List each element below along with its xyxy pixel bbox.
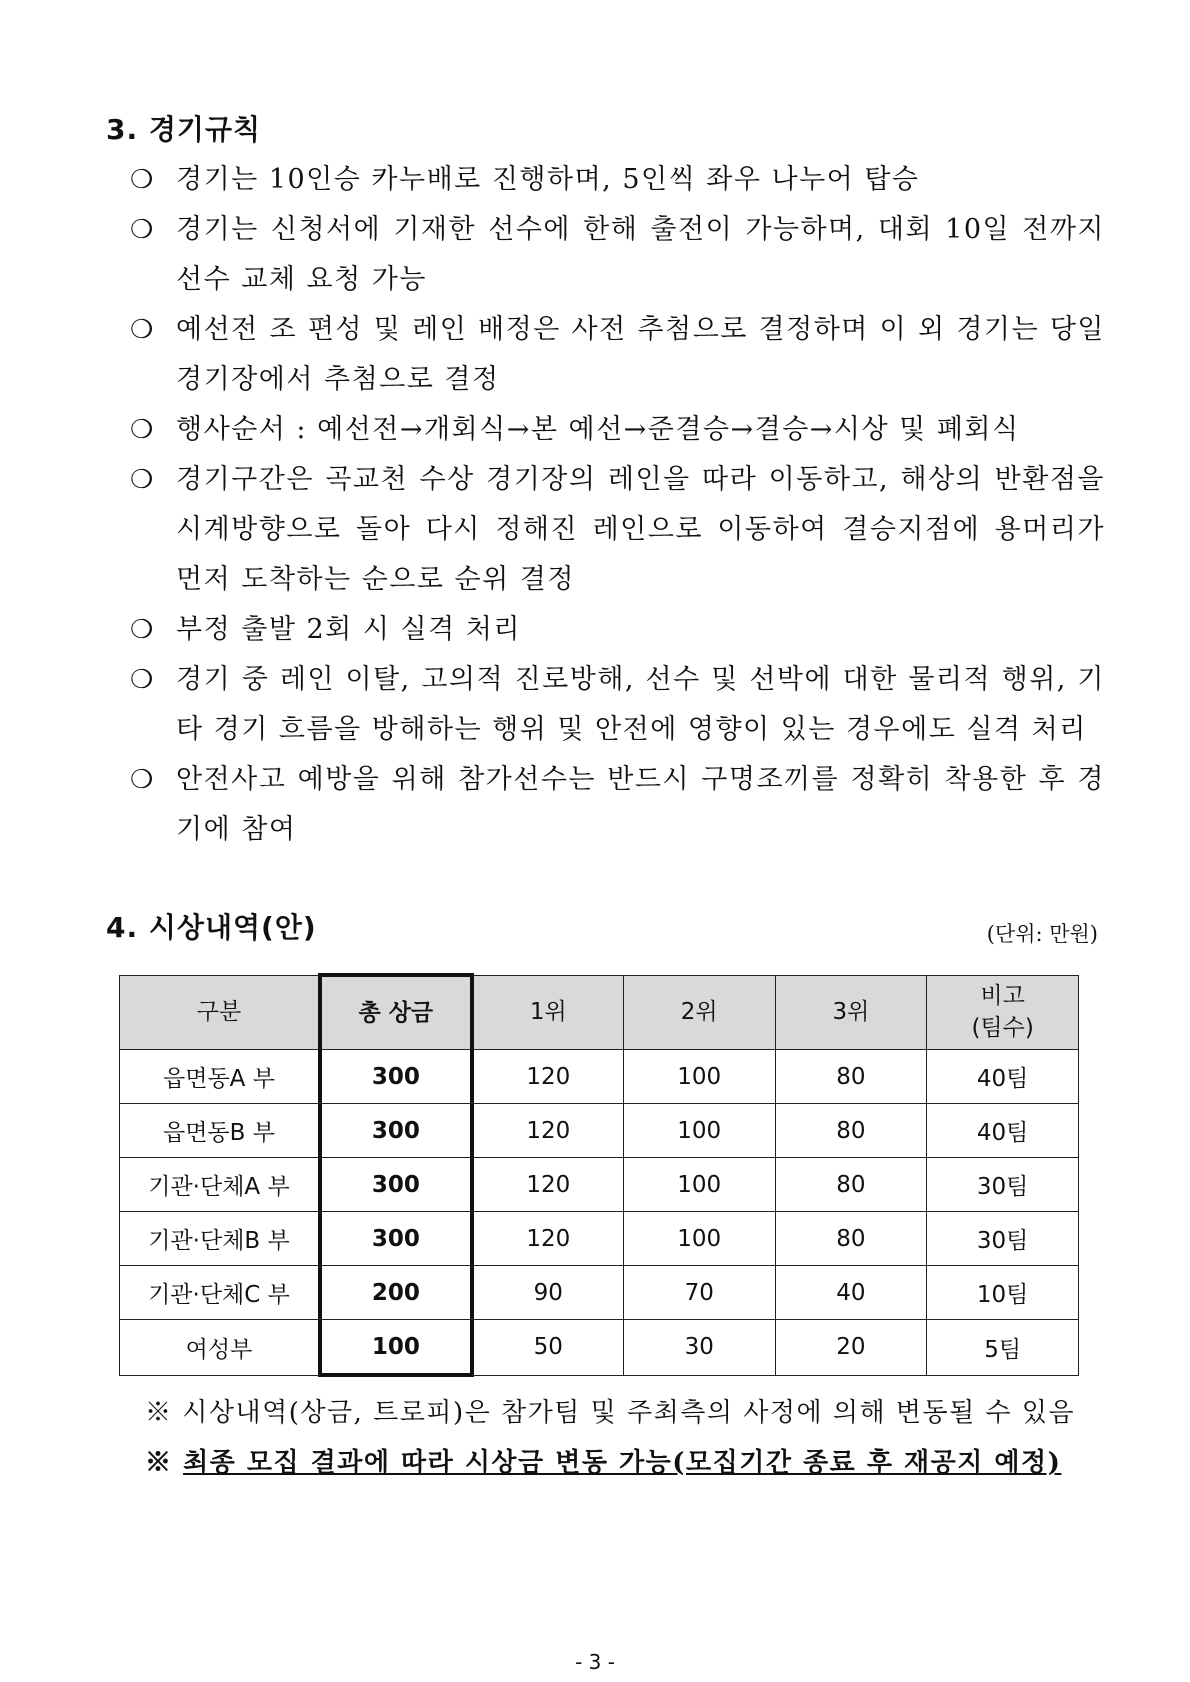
cell-category: 기관·단체C 부: [120, 1266, 320, 1320]
cell-teams: 5팀: [927, 1320, 1079, 1376]
list-item: [130, 205, 1105, 305]
header-third: 3위: [775, 975, 927, 1050]
list-item: [130, 755, 1105, 855]
cell-total: 200: [320, 1266, 472, 1320]
cell-first: 50: [472, 1320, 624, 1376]
header-first: 1위: [472, 975, 624, 1050]
cell-third: 80: [775, 1212, 927, 1266]
table-row: [120, 1050, 1079, 1104]
table-row: [120, 1320, 1079, 1376]
page-number: - 3 -: [575, 1650, 615, 1674]
reference-mark: ※: [145, 1448, 184, 1478]
list-item: [130, 605, 1105, 655]
cell-teams: 40팀: [927, 1050, 1079, 1104]
cell-total: 300: [320, 1158, 472, 1212]
cell-category: 기관·단체A 부: [120, 1158, 320, 1212]
cell-category: 읍면동B 부: [120, 1104, 320, 1158]
header-second: 2위: [623, 975, 775, 1050]
cell-third: 40: [775, 1266, 927, 1320]
cell-category: 기관·단체B 부: [120, 1212, 320, 1266]
cell-second: 100: [623, 1050, 775, 1104]
cell-first: 120: [472, 1212, 624, 1266]
bullet-circle-icon: ❍: [130, 215, 154, 245]
bullet-circle-icon: ❍: [130, 465, 154, 495]
cell-total: 300: [320, 1212, 472, 1266]
rules-list: [130, 155, 1105, 855]
table-header-row: [120, 975, 1079, 1050]
cell-teams: 40팀: [927, 1104, 1079, 1158]
cell-teams: 30팀: [927, 1158, 1079, 1212]
header-total-prize: 총 상금: [320, 975, 472, 1050]
note-recruitment-text: 최종 모집 결과에 따라 시상금 변동 가능(모집기간 종료 후 재공지 예정): [183, 1448, 1062, 1478]
cell-total: 100: [320, 1320, 472, 1376]
bullet-circle-icon: ❍: [130, 615, 154, 645]
cell-second: 100: [623, 1104, 775, 1158]
note-prize-change: ※ 시상내역(상금, 트로피)은 참가팀 및 주최측의 사정에 의해 변동될 수 있음: [145, 1398, 1076, 1428]
table-row: [120, 1266, 1079, 1320]
cell-teams: 30팀: [927, 1212, 1079, 1266]
cell-category: 읍면동A 부: [120, 1050, 320, 1104]
table-row: [120, 1212, 1079, 1266]
cell-second: 30: [623, 1320, 775, 1376]
rule-text: 경기 중 레인 이탈, 고의적 진로방해, 선수 및 선박에 대한 물리적 행위, 기타 경기 흐름을 방해하는 행위 및 안전에 영향이 있는 경우에도 실격 처리: [176, 664, 1105, 745]
bullet-circle-icon: ❍: [130, 415, 154, 445]
rule-text: 안전사고 예방을 위해 참가선수는 반드시 구명조끼를 정확히 착용한 후 경기에 참여: [176, 764, 1105, 845]
cell-first: 120: [472, 1158, 624, 1212]
rule-text: 경기구간은 곡교천 수상 경기장의 레인을 따라 이동하고, 해상의 반환점을 시계방향으로 돌아 다시 정해진 레인으로 이동하여 결승지점에 용머리가 먼저 도착하는 순으로 순위 결정: [176, 464, 1105, 595]
unit-label: (단위: 만원): [986, 922, 1098, 946]
section-3-title: 3. 경기규칙: [106, 113, 262, 146]
cell-second: 100: [623, 1158, 775, 1212]
list-item: [130, 655, 1105, 755]
list-item: [130, 455, 1105, 605]
cell-third: 80: [775, 1158, 927, 1212]
cell-category: 여성부: [120, 1320, 320, 1376]
note-recruitment: [145, 1438, 1105, 1488]
header-note: 비고 (팀수): [927, 975, 1079, 1050]
bullet-circle-icon: ❍: [130, 165, 154, 195]
cell-third: 80: [775, 1104, 927, 1158]
list-item: [130, 305, 1105, 405]
cell-teams: 10팀: [927, 1266, 1079, 1320]
bullet-circle-icon: ❍: [130, 665, 154, 695]
notes-block: [145, 1388, 1105, 1488]
table-row: [120, 1158, 1079, 1212]
cell-total: 300: [320, 1104, 472, 1158]
rule-text: 경기는 신청서에 기재한 선수에 한해 출전이 가능하며, 대회 10일 전까지 선수 교체 요청 가능: [176, 214, 1105, 295]
cell-total: 300: [320, 1050, 472, 1104]
prize-table: [119, 973, 1079, 1377]
rule-text: 부정 출발 2회 시 실격 처리: [176, 614, 521, 645]
rule-text: 예선전 조 편성 및 레인 배정은 사전 추첨으로 결정하며 이 외 경기는 당일 경기장에서 추첨으로 결정: [176, 314, 1105, 395]
cell-second: 70: [623, 1266, 775, 1320]
rule-text: 경기는 10인승 카누배로 진행하며, 5인씩 좌우 나누어 탑승: [176, 164, 920, 195]
bullet-circle-icon: ❍: [130, 765, 154, 795]
bullet-circle-icon: ❍: [130, 315, 154, 345]
cell-second: 100: [623, 1212, 775, 1266]
rule-text: 행사순서 : 예선전→개회식→본 예선→준결승→결승→시상 및 폐회식: [176, 414, 1020, 445]
header-category: 구분: [120, 975, 320, 1050]
cell-third: 80: [775, 1050, 927, 1104]
cell-first: 120: [472, 1104, 624, 1158]
list-item: [130, 155, 1105, 205]
cell-third: 20: [775, 1320, 927, 1376]
cell-first: 90: [472, 1266, 624, 1320]
section-4-title: 4. 시상내역(안): [106, 911, 317, 944]
cell-first: 120: [472, 1050, 624, 1104]
table-row: [120, 1104, 1079, 1158]
list-item: [130, 405, 1105, 455]
